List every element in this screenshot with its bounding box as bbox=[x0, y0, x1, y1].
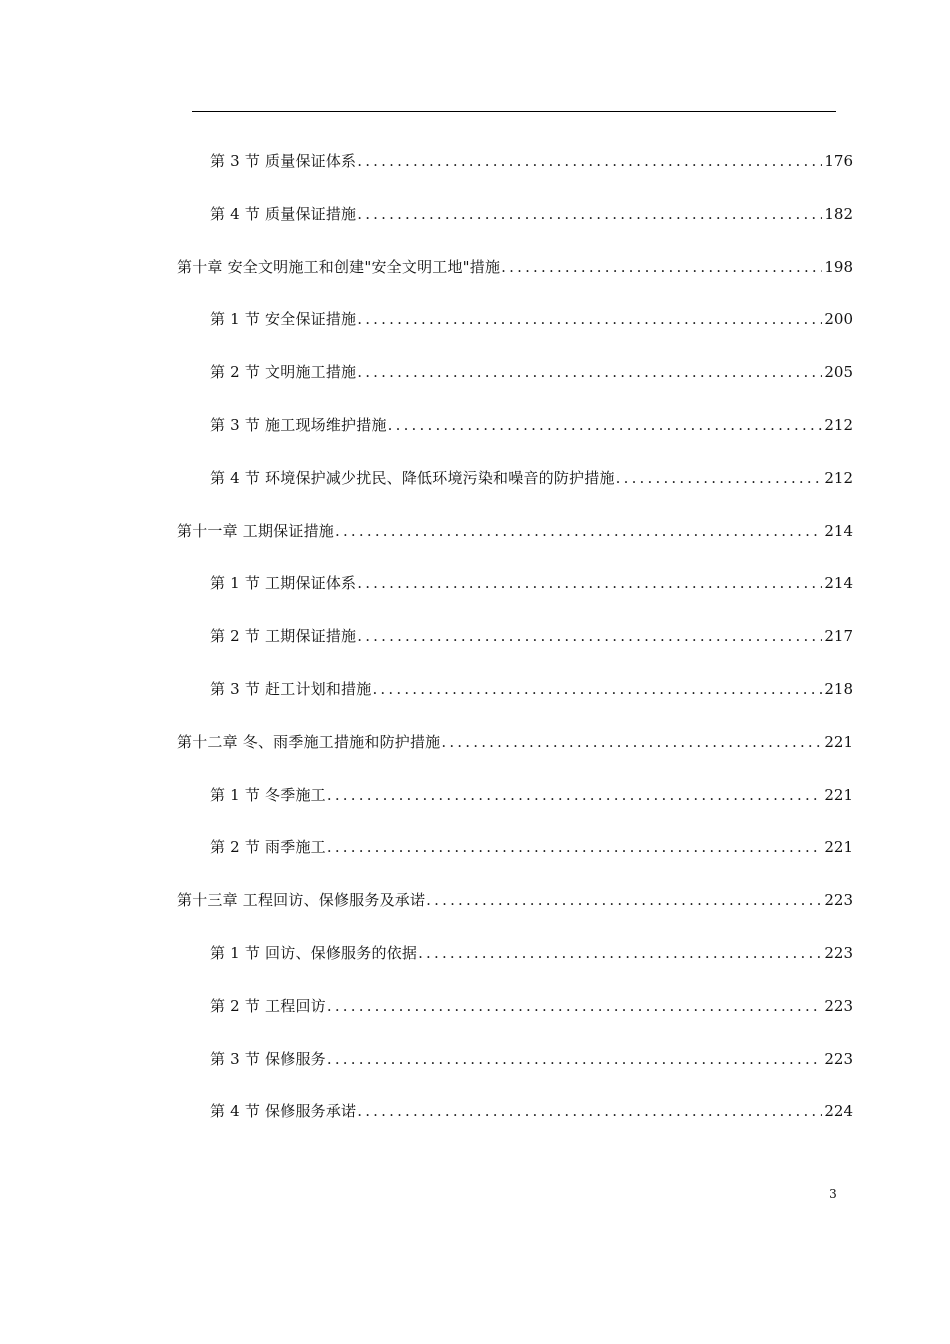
toc-entry-page: 205 bbox=[824, 363, 853, 382]
toc-entry-page: 221 bbox=[824, 785, 853, 804]
toc-dot-leader bbox=[372, 676, 822, 702]
toc-section-entry[interactable] bbox=[210, 782, 853, 808]
toc-section-entry[interactable] bbox=[210, 465, 853, 491]
toc-entry-page: 224 bbox=[824, 1102, 853, 1121]
toc-dot-leader bbox=[357, 570, 822, 596]
toc-entry-label: 第 4 节 环境保护减少扰民、降低环境污染和噪音的防护措施 bbox=[210, 468, 615, 487]
toc-entry-label: 第十章 安全文明施工和创建"安全文明工地"措施 bbox=[177, 257, 501, 276]
toc-entry-page: 221 bbox=[824, 732, 853, 751]
toc-chapter-entry[interactable] bbox=[177, 518, 853, 544]
toc-entry-label: 第十二章 冬、雨季施工措施和防护措施 bbox=[177, 732, 441, 751]
toc-section-entry[interactable] bbox=[210, 570, 853, 596]
toc-dot-leader bbox=[357, 1098, 822, 1124]
toc-section-entry[interactable] bbox=[210, 359, 853, 385]
toc-dot-leader bbox=[616, 465, 823, 491]
toc-dot-leader bbox=[357, 623, 822, 649]
toc-section-entry[interactable] bbox=[210, 623, 853, 649]
toc-entry-label: 第 2 节 工期保证措施 bbox=[210, 627, 357, 646]
toc-entry-page: 221 bbox=[824, 838, 853, 857]
toc-chapter-entry[interactable] bbox=[177, 729, 853, 755]
toc-entry-page: 212 bbox=[824, 416, 853, 434]
toc-dot-leader bbox=[388, 412, 823, 438]
toc-entry-label: 第 2 节 文明施工措施 bbox=[210, 363, 357, 382]
toc-dot-leader bbox=[357, 148, 822, 174]
toc-entry-page: 217 bbox=[824, 627, 853, 646]
toc-entry-page: 198 bbox=[824, 257, 853, 276]
toc-dot-leader bbox=[501, 254, 822, 280]
toc-dot-leader bbox=[327, 782, 823, 808]
toc-dot-leader bbox=[335, 518, 822, 544]
toc-dot-leader bbox=[418, 940, 822, 966]
toc-entry-label: 第 1 节 回访、保修服务的依据 bbox=[210, 944, 418, 962]
toc-entry-label: 第 4 节 质量保证措施 bbox=[210, 204, 357, 223]
toc-dot-leader bbox=[357, 359, 822, 385]
toc-entry-page: 200 bbox=[824, 310, 853, 329]
toc-entry-label: 第 1 节 安全保证措施 bbox=[210, 310, 357, 329]
toc-dot-leader bbox=[327, 834, 823, 860]
toc-entry-label: 第 3 节 质量保证体系 bbox=[210, 152, 357, 170]
toc-section-entry[interactable] bbox=[210, 834, 853, 860]
toc-entry-label: 第 3 节 施工现场维护措施 bbox=[210, 416, 387, 434]
toc-entry-page: 212 bbox=[824, 468, 853, 487]
toc-entry-page: 218 bbox=[824, 680, 853, 698]
toc-section-entry[interactable] bbox=[210, 306, 853, 332]
toc-entry-label: 第 4 节 保修服务承诺 bbox=[210, 1102, 357, 1121]
toc-section-entry[interactable] bbox=[210, 993, 853, 1019]
toc-section-entry[interactable] bbox=[210, 940, 853, 966]
toc-entry-label: 第 1 节 工期保证体系 bbox=[210, 574, 357, 593]
toc-entry-page: 223 bbox=[824, 891, 853, 910]
toc-entry-label: 第 3 节 保修服务 bbox=[210, 1049, 326, 1068]
toc-chapter-entry[interactable] bbox=[177, 887, 853, 913]
toc-entry-label: 第十一章 工期保证措施 bbox=[177, 521, 334, 540]
toc-section-entry[interactable] bbox=[210, 676, 853, 702]
toc-entry-page: 214 bbox=[824, 521, 853, 540]
toc-chapter-entry[interactable] bbox=[177, 254, 853, 280]
toc-section-entry[interactable] bbox=[210, 1098, 853, 1124]
toc-section-entry[interactable] bbox=[210, 148, 853, 174]
toc-entry-page: 176 bbox=[824, 152, 853, 170]
page-number: 3 bbox=[829, 1187, 837, 1201]
toc-entry-page: 214 bbox=[824, 574, 853, 593]
toc-dot-leader bbox=[426, 887, 822, 913]
toc-dot-leader bbox=[357, 306, 822, 332]
toc-section-entry[interactable] bbox=[210, 1046, 853, 1072]
toc-entry-page: 223 bbox=[824, 1049, 853, 1068]
toc-dot-leader bbox=[327, 1046, 823, 1072]
toc-entry-label: 第 1 节 冬季施工 bbox=[210, 785, 326, 804]
toc-dot-leader bbox=[327, 993, 823, 1019]
toc-entry-label: 第 3 节 赶工计划和措施 bbox=[210, 680, 372, 698]
toc-entry-label: 第十三章 工程回访、保修服务及承诺 bbox=[177, 891, 426, 910]
toc-entry-page: 223 bbox=[824, 944, 853, 962]
toc-section-entry[interactable] bbox=[210, 201, 853, 227]
toc-dot-leader bbox=[357, 201, 822, 227]
toc-section-entry[interactable] bbox=[210, 412, 853, 438]
toc-dot-leader bbox=[441, 729, 822, 755]
toc-entry-label: 第 2 节 雨季施工 bbox=[210, 838, 326, 857]
toc-entry-page: 223 bbox=[824, 996, 853, 1015]
toc-entry-label: 第 2 节 工程回访 bbox=[210, 996, 326, 1015]
header-rule bbox=[192, 111, 836, 112]
toc-entry-page: 182 bbox=[824, 204, 853, 223]
